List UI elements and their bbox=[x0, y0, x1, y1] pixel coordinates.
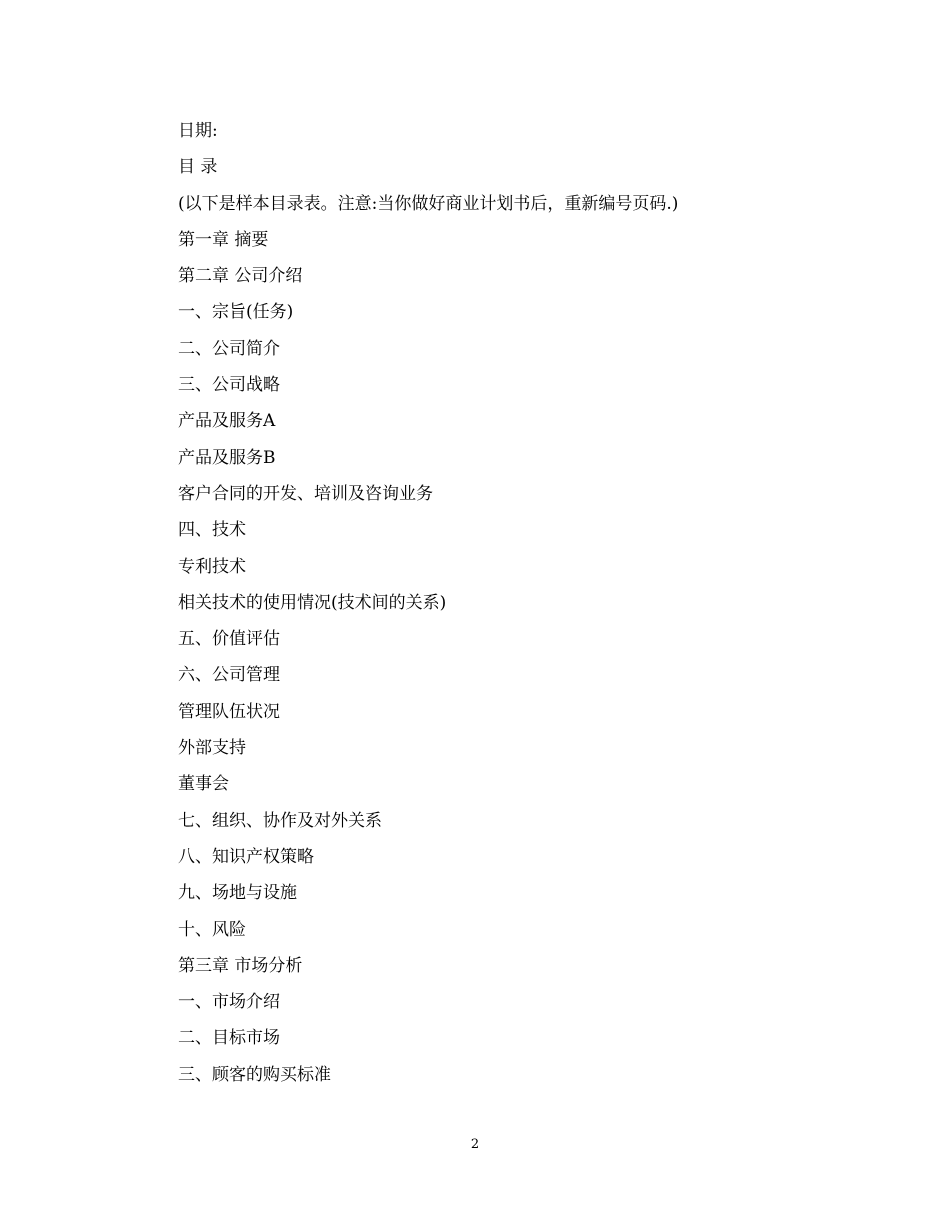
toc-entry: 第二章 公司介绍 bbox=[178, 266, 303, 287]
date-label: 日期: bbox=[178, 121, 218, 141]
toc-entry: 十、风险 bbox=[178, 919, 246, 940]
toc-entry: 五、价值评估 bbox=[178, 629, 280, 650]
toc-entry: 三、顾客的购买标准 bbox=[178, 1064, 331, 1085]
toc-entry: 一、市场介绍 bbox=[178, 992, 280, 1013]
toc-entry: 外部支持 bbox=[178, 738, 246, 759]
toc-entry: 一、宗旨(任务) bbox=[178, 302, 294, 323]
toc-entry: 七、组织、协作及对外关系 bbox=[178, 810, 382, 831]
toc-title: 目 录 bbox=[178, 157, 218, 178]
toc-entry: 产品及服务A bbox=[178, 411, 276, 432]
toc-entry: 第三章 市场分析 bbox=[178, 955, 303, 976]
toc-entry: 二、公司简介 bbox=[178, 338, 280, 359]
toc-entry: 客户合同的开发、培训及咨询业务 bbox=[178, 483, 433, 504]
toc-note: (以下是样本目录表。注意:当你做好商业计划书后，重新编号页码.) bbox=[178, 193, 679, 214]
toc-entry: 相关技术的使用情况(技术间的关系) bbox=[178, 592, 447, 613]
toc-entry: 四、技术 bbox=[178, 520, 246, 541]
toc-entry: 二、目标市场 bbox=[178, 1028, 280, 1049]
document-body bbox=[178, 117, 838, 1097]
toc-entry: 八、知识产权策略 bbox=[178, 846, 314, 867]
page-number: 2 bbox=[470, 1137, 480, 1152]
toc-entry: 管理队伍状况 bbox=[178, 701, 280, 722]
toc-entry: 董事会 bbox=[178, 774, 229, 795]
toc-entry: 第一章 摘要 bbox=[178, 229, 269, 250]
toc-entry: 六、公司管理 bbox=[178, 665, 280, 686]
toc-entry: 产品及服务B bbox=[178, 447, 276, 468]
toc-entry: 九、场地与设施 bbox=[178, 883, 297, 904]
toc-entry: 专利技术 bbox=[178, 556, 246, 577]
toc-entry: 三、公司战略 bbox=[178, 375, 280, 396]
